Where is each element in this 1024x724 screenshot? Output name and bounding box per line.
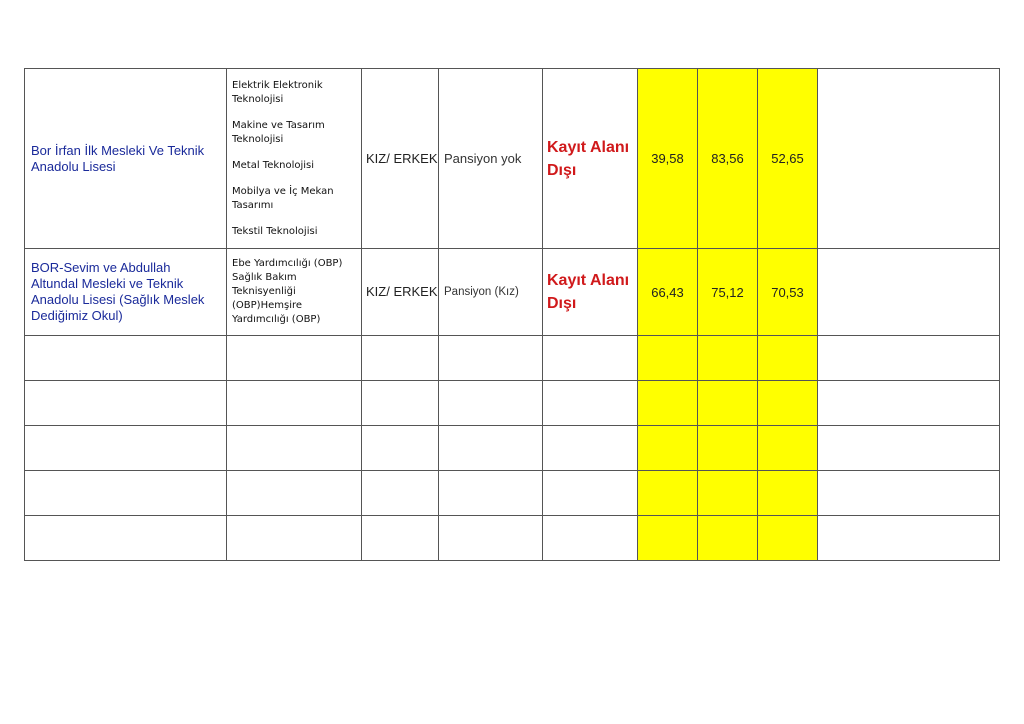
gender-value: KIZ/ ERKEK: [366, 150, 438, 166]
empty-highlight-cell: [638, 426, 698, 471]
empty-cell: [543, 516, 638, 561]
pension-value: Pansiyon (Kız): [444, 286, 519, 298]
empty-cell: [362, 471, 439, 516]
empty-cell: [362, 426, 439, 471]
program-item: Sağlık Bakım Teknisyenliği (OBP)Hemşire Yardımcılığı (OBP): [232, 272, 321, 325]
programs-cell: [227, 249, 362, 336]
score-cell: [638, 69, 698, 249]
empty-highlight-cell: [698, 471, 758, 516]
table-row-empty: [25, 381, 1000, 426]
empty-highlight-cell: [638, 516, 698, 561]
empty-cell: [543, 471, 638, 516]
empty-cell: [818, 69, 1000, 249]
empty-highlight-cell: [758, 471, 818, 516]
status-value: Kayıt Alanı Dışı: [547, 272, 630, 312]
pension-value: Pansiyon yok: [444, 151, 522, 166]
empty-cell: [818, 249, 1000, 336]
empty-highlight-cell: [698, 336, 758, 381]
score-cell: [758, 69, 818, 249]
score-value: 39,58: [651, 151, 684, 166]
score-cell: [698, 69, 758, 249]
empty-cell: [818, 381, 1000, 426]
empty-cell: [227, 426, 362, 471]
empty-cell: [25, 336, 227, 381]
table-row-empty: [25, 471, 1000, 516]
school-table: [24, 68, 1000, 561]
empty-cell: [362, 336, 439, 381]
status-cell: [543, 69, 638, 249]
empty-highlight-cell: [638, 381, 698, 426]
table-row-empty: [25, 336, 1000, 381]
empty-cell: [439, 471, 543, 516]
empty-cell: [439, 516, 543, 561]
score-value: 52,65: [771, 151, 804, 166]
empty-highlight-cell: [758, 516, 818, 561]
empty-cell: [818, 426, 1000, 471]
empty-cell: [227, 471, 362, 516]
pension-cell: [439, 69, 543, 249]
empty-cell: [818, 336, 1000, 381]
score-value: 70,53: [771, 284, 804, 300]
status-value: Kayıt Alanı Dışı: [547, 138, 630, 179]
empty-cell: [818, 471, 1000, 516]
empty-cell: [818, 516, 1000, 561]
gender-cell: [362, 69, 439, 249]
school-name: BOR-Sevim ve Abdullah Altundal Mesleki ve Teknik Anadolu Lisesi (Sağlık Meslek Dediğimiz Okul): [31, 260, 205, 323]
score-cell: [698, 249, 758, 336]
empty-highlight-cell: [638, 336, 698, 381]
empty-highlight-cell: [698, 426, 758, 471]
empty-cell: [25, 381, 227, 426]
program-item: Tekstil Teknolojisi: [232, 225, 318, 237]
score-value: 66,43: [651, 284, 684, 300]
empty-cell: [227, 381, 362, 426]
empty-cell: [25, 516, 227, 561]
empty-highlight-cell: [758, 381, 818, 426]
table-row-empty: [25, 426, 1000, 471]
empty-cell: [543, 426, 638, 471]
school-cell: [25, 69, 227, 249]
empty-cell: [543, 336, 638, 381]
gender-cell: [362, 249, 439, 336]
table-row: [25, 69, 1000, 249]
score-value: 83,56: [711, 151, 744, 166]
program-item: Mobilya ve İç Mekan Tasarımı: [232, 185, 334, 211]
school-name: Bor İrfan İlk Mesleki Ve Teknik Anadolu Lisesi: [31, 142, 205, 174]
program-item: Metal Teknolojisi: [232, 159, 315, 171]
program-item: Ebe Yardımcılığı (OBP): [232, 258, 343, 269]
empty-highlight-cell: [698, 381, 758, 426]
status-cell: [543, 249, 638, 336]
school-cell: [25, 249, 227, 336]
pension-cell: [439, 249, 543, 336]
empty-cell: [439, 336, 543, 381]
empty-cell: [25, 426, 227, 471]
programs-cell: [227, 69, 362, 249]
empty-cell: [543, 381, 638, 426]
empty-cell: [362, 381, 439, 426]
empty-cell: [439, 381, 543, 426]
table-row-empty: [25, 516, 1000, 561]
empty-cell: [362, 516, 439, 561]
empty-cell: [227, 516, 362, 561]
empty-highlight-cell: [758, 426, 818, 471]
empty-cell: [25, 471, 227, 516]
empty-highlight-cell: [638, 471, 698, 516]
program-item: Elektrik Elektronik Teknolojisi: [232, 79, 323, 105]
table-row: [25, 249, 1000, 336]
score-cell: [758, 249, 818, 336]
empty-cell: [227, 336, 362, 381]
program-item: Makine ve Tasarım Teknolojisi: [232, 119, 325, 145]
empty-cell: [439, 426, 543, 471]
score-value: 75,12: [711, 284, 744, 300]
score-cell: [638, 249, 698, 336]
empty-highlight-cell: [698, 516, 758, 561]
gender-value: KIZ/ ERKEK: [366, 284, 438, 299]
empty-highlight-cell: [758, 336, 818, 381]
